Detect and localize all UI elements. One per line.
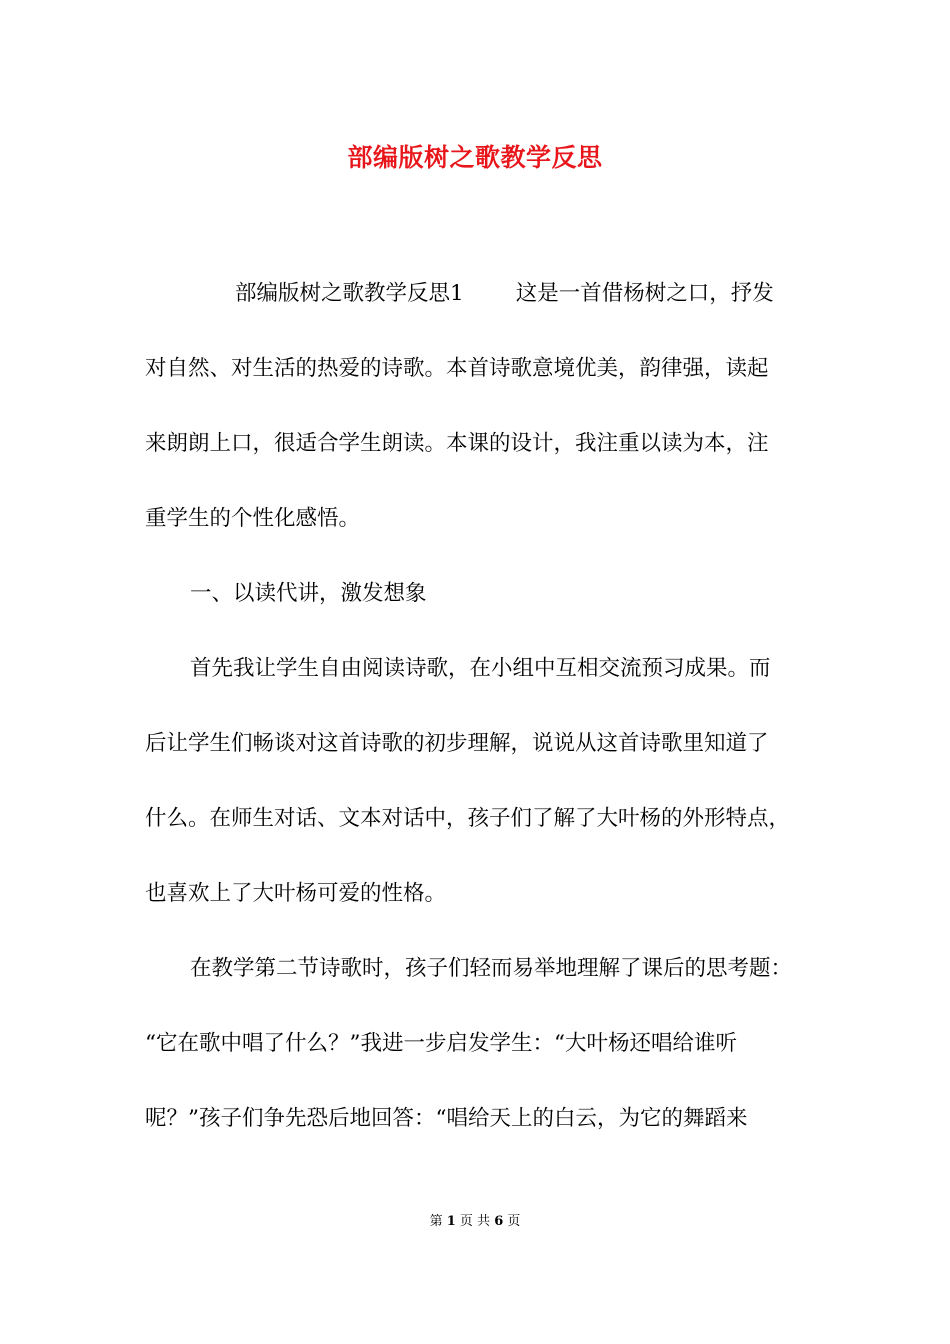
paragraph-line: 来朗朗上口，很适合学生朗读。本课的设计，我注重以读为本，注 bbox=[145, 431, 769, 456]
paragraph-line: 重学生的个性化感悟。 bbox=[145, 506, 361, 531]
paragraph-line: 后让学生们畅谈对这首诗歌的初步理解，说说从这首诗歌里知道了 bbox=[145, 731, 769, 756]
paragraph-line: 呢？”孩子们争先恐后地回答：“唱给天上的白云，为它的舞蹈来 bbox=[145, 1106, 748, 1131]
document-title: 部编版树之歌教学反思 bbox=[347, 143, 603, 172]
page-footer bbox=[0, 1210, 950, 1229]
footer-middle: 页 共 bbox=[459, 1214, 491, 1229]
footer-prefix: 第 bbox=[429, 1214, 443, 1229]
paragraph-heading: 部编版树之歌教学反思1 bbox=[235, 281, 464, 306]
paragraph-line: 在教学第二节诗歌时，孩子们轻而易举地理解了课后的思考题： bbox=[190, 956, 793, 981]
paragraph-line: 也喜欢上了大叶杨可爱的性格。 bbox=[145, 881, 447, 906]
paragraph-line: 什么。在师生对话、文本对话中，孩子们了解了大叶杨的外形特点， bbox=[145, 806, 791, 831]
paragraph-line-text: 这是一首借杨树之口，抒发 bbox=[515, 281, 774, 306]
paragraph-3 bbox=[145, 931, 815, 1156]
paragraph-2 bbox=[145, 631, 815, 931]
paragraph-line: 首先我让学生自由阅读诗歌，在小组中互相交流预习成果。而 bbox=[190, 656, 771, 681]
footer-suffix: 页 bbox=[507, 1214, 521, 1229]
footer-total-pages: 6 bbox=[494, 1214, 504, 1229]
paragraph-line: 对自然、对生活的热爱的诗歌。本首诗歌意境优美，韵律强，读起 bbox=[145, 356, 769, 381]
section-heading bbox=[145, 556, 815, 631]
paragraph-1 bbox=[145, 256, 815, 556]
section-heading-text: 一、以读代讲，激发想象 bbox=[190, 581, 427, 606]
footer-page-number: 1 bbox=[446, 1214, 456, 1229]
document-body bbox=[145, 256, 815, 1156]
paragraph-line: “它在歌中唱了什么？”我进一步启发学生：“大叶杨还唱给谁听 bbox=[145, 1031, 737, 1056]
paragraph-line bbox=[145, 256, 815, 331]
